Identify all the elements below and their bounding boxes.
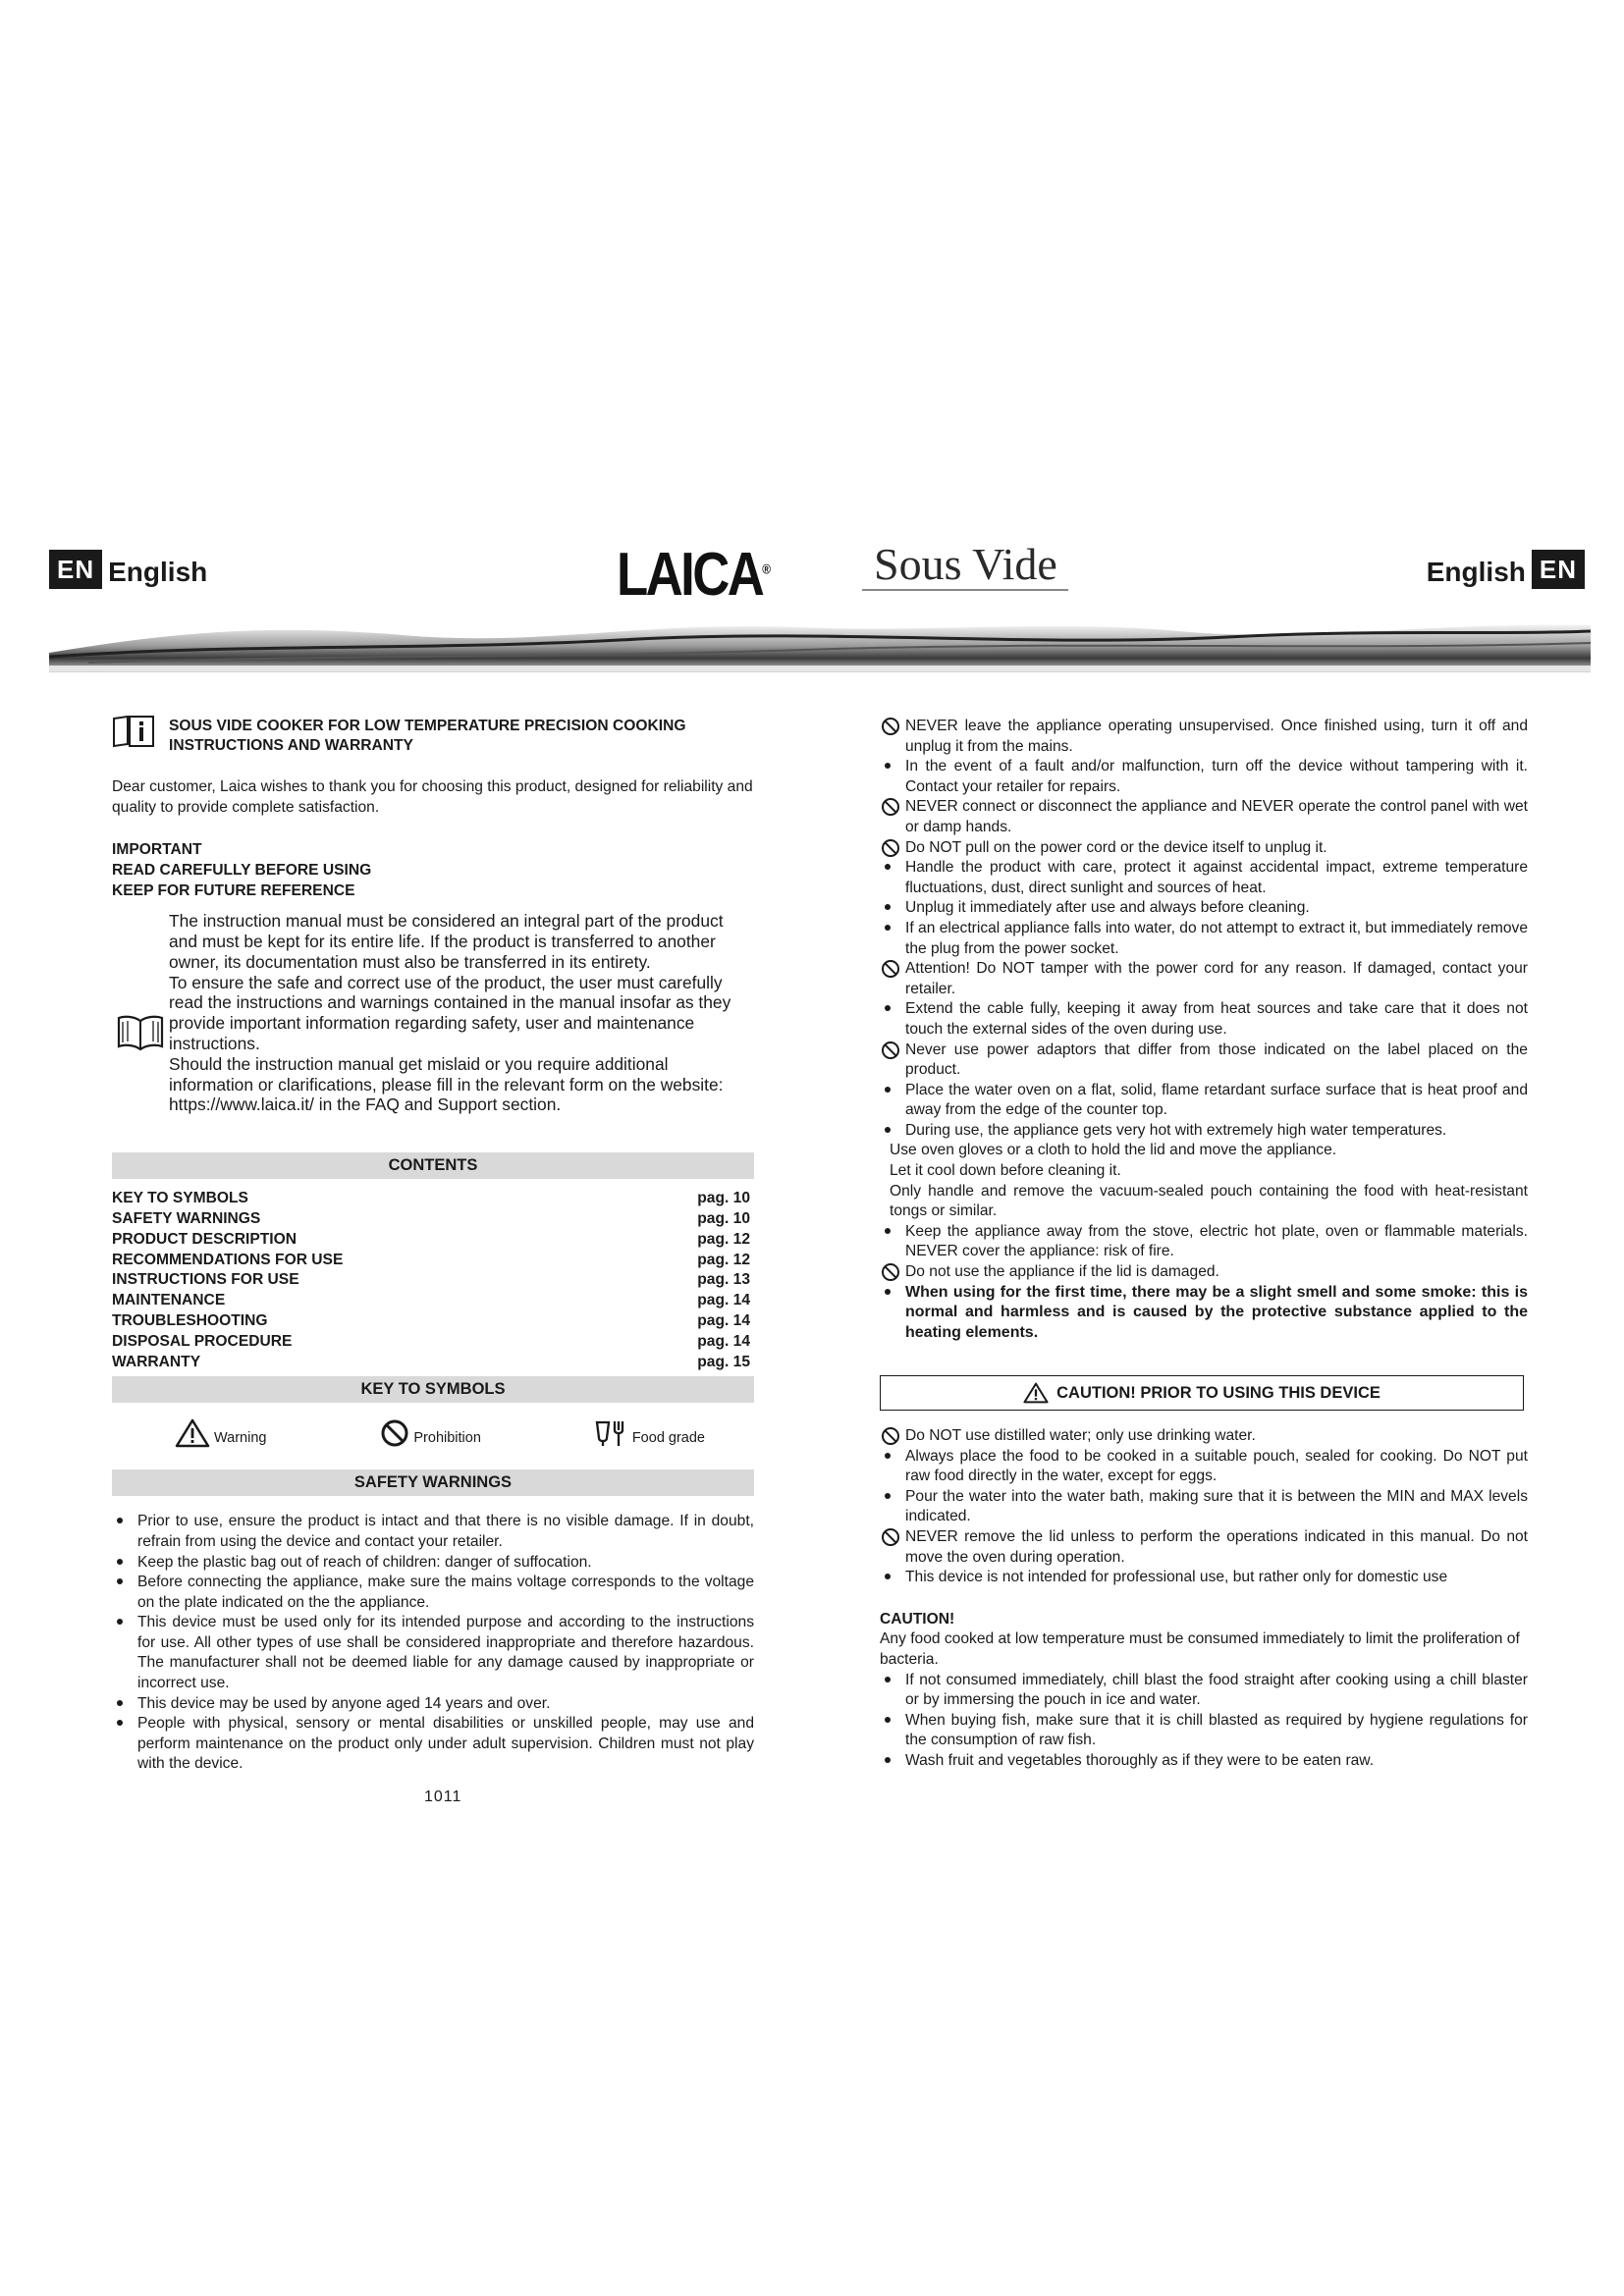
symbols-legend	[112, 1403, 754, 1462]
manual-paragraph: Should the instruction manual get mislaid or you require additional information or clarifications, please fill in the relevant form on the website: https://www.laica.it/ in the FAQ and Support section.	[169, 1053, 724, 1115]
title-line-1: SOUS VIDE COOKER FOR LOW TEMPERATURE PRECISION COOKING	[169, 718, 686, 734]
contents-heading: CONTENTS	[112, 1152, 754, 1179]
list-item: If an electrical appliance falls into water, do not attempt to extract it, but immediately remove the plug from the power socket.	[880, 919, 1528, 959]
warning-triangle-icon	[1023, 1382, 1049, 1404]
prohibition-icon	[882, 1427, 899, 1445]
language-code: EN	[49, 550, 102, 589]
list-item: Prior to use, ensure the product is intact and that there is no visible damage. If in doubt, refrain from using the device and contact your retailer.	[112, 1512, 754, 1552]
list-item: This device must be used only for its intended purpose and according to the instructions for use. All other types of use shall be considered inappropriate and therefore hazardous. The manufacturer shall not be deemed liable for any damage caused by inappropriate or incorrect use.	[112, 1613, 754, 1693]
right-column	[880, 717, 1528, 1772]
important-line: KEEP FOR FUTURE REFERENCE	[112, 882, 355, 900]
language-badge-left	[49, 550, 213, 589]
prohibition-icon	[882, 1528, 899, 1546]
list-item: When using for the first time, there may be a slight smell and some smoke: this is normal and harmless and is caused by the protective substance applied to the heating elements.	[880, 1283, 1528, 1344]
list-item: Extend the cable fully, keeping it away from heat sources and take care that it does not touch the external sides of the oven during use.	[880, 999, 1528, 1040]
symbol-food-grade	[595, 1418, 705, 1448]
toc-row[interactable]: PRODUCT DESCRIPTION pag. 12	[112, 1230, 750, 1248]
toc-row[interactable]: DISPOSAL PROCEDURE pag. 14	[112, 1332, 750, 1350]
list-item: Keep the plastic bag out of reach of children: danger of suffocation.	[112, 1553, 754, 1574]
safety-list-left	[112, 1512, 754, 1775]
water-splash-band	[49, 614, 1591, 672]
safety-list-right	[880, 717, 1528, 1344]
food-grade-icon	[595, 1418, 628, 1448]
caution-heading: CAUTION!	[880, 1610, 955, 1628]
prohibition-icon	[380, 1418, 409, 1448]
language-code: EN	[1532, 550, 1585, 589]
prohibition-icon	[882, 1041, 899, 1059]
symbol-prohibition-label: Prohibition	[413, 1429, 481, 1446]
language-badge-right	[1421, 550, 1585, 589]
caution-text: Any food cooked at low temperature must be consumed immediately to limit the proliferation of bacteria.	[880, 1630, 1520, 1668]
list-item: Let it cool down before cleaning it.	[890, 1162, 1121, 1180]
list-item: In the event of a fault and/or malfunction, turn off the device without tampering with it. Contact your retailer for repairs.	[880, 757, 1528, 797]
list-item: Attention! Do NOT tamper with the power cord for any reason. If damaged, contact your retailer.	[880, 959, 1528, 999]
toc-row[interactable]: TROUBLESHOOTING pag. 14	[112, 1311, 750, 1329]
list-item: NEVER connect or disconnect the appliance and NEVER operate the control panel with wet or damp hands.	[880, 797, 1528, 837]
list-item: Keep the appliance away from the stove, electric hot plate, oven or flammable materials. NEVER cover the appliance: risk of fire.	[880, 1222, 1528, 1262]
registered-mark: ®	[762, 561, 772, 577]
important-line: IMPORTANT	[112, 841, 202, 859]
info-manual-icon	[112, 715, 157, 748]
list-item: People with physical, sensory or mental disabilities or unskilled people, may use and perform maintenance on the product only under adult supervision. Children must not play with the device.	[112, 1714, 754, 1775]
title-line-2: INSTRUCTIONS AND WARRANTY	[169, 737, 413, 754]
list-item: Pour the water into the water bath, making sure that it is between the MIN and MAX levels indicated.	[880, 1487, 1528, 1527]
manual-paragraph: To ensure the safe and correct use of the product, the user must carefully read the instructions and warnings contained in the manual insofar as they provide important information regarding safety, user and maintenance instructions.	[169, 972, 731, 1053]
list-item: Never use power adaptors that differ from those indicated on the label placed on the product.	[880, 1041, 1528, 1081]
language-name: English	[1426, 557, 1526, 587]
toc-row[interactable]: INSTRUCTIONS FOR USE pag. 13	[112, 1271, 750, 1289]
toc-row[interactable]: SAFETY WARNINGS pag. 10	[112, 1209, 750, 1227]
list-item: Handle the product with care, protect it against accidental impact, extreme temperature fluctuations, dust, direct sunlight and sources of heat.	[880, 858, 1528, 898]
list-item: Use oven gloves or a cloth to hold the lid and move the appliance.	[890, 1142, 1337, 1159]
list-item: Unplug it immediately after use and always before cleaning.	[880, 898, 1528, 919]
prohibition-icon	[882, 798, 899, 816]
title-underline	[862, 589, 1068, 591]
list-item: When buying fish, make sure that it is chill blasted as required by hygiene regulations for the consumption of raw fish.	[880, 1711, 1528, 1751]
important-line: READ CAREFULLY BEFORE USING	[112, 862, 372, 880]
list-item: Only handle and remove the vacuum-sealed pouch containing the food with heat-resistant tongs or similar.	[890, 1182, 1528, 1220]
symbol-prohibition	[380, 1418, 481, 1448]
list-item: Wash fruit and vegetables thoroughly as if they were to be eaten raw.	[880, 1751, 1528, 1772]
list-item: This device is not intended for professional use, but rather only for domestic use	[880, 1568, 1528, 1588]
greeting-text: Dear customer, Laica wishes to thank you for choosing this product, designed for reliability and quality to provide complete satisfaction.	[112, 778, 753, 816]
brand-name: LAICA	[617, 541, 763, 609]
symbol-food-grade-label: Food grade	[631, 1429, 705, 1446]
list-item: NEVER leave the appliance operating unsupervised. Once finished using, turn it off and unplug it from the mains.	[880, 717, 1528, 757]
toc-row[interactable]: WARRANTY pag. 15	[112, 1353, 750, 1370]
important-notice	[112, 839, 754, 901]
brand-logo	[617, 540, 771, 610]
symbols-heading: KEY TO SYMBOLS	[112, 1376, 754, 1403]
left-column	[112, 717, 754, 1775]
list-item: Always place the food to be cooked in a suitable pouch, sealed for cooking. Do NOT put raw food directly in the water, except for eggs.	[880, 1447, 1528, 1487]
list-item: Place the water oven on a flat, solid, flame retardant surface surface that is heat proof and away from the edge of the counter top.	[880, 1081, 1528, 1121]
caution-prior-heading	[880, 1375, 1524, 1411]
list-item: If not consumed immediately, chill blast the food straight after cooking using a chill blaster or by immersing the pouch in ice and water.	[880, 1671, 1528, 1711]
table-of-contents	[112, 1189, 754, 1372]
safety-heading: SAFETY WARNINGS	[112, 1469, 754, 1496]
prohibition-icon	[882, 960, 899, 978]
document-title	[112, 717, 754, 756]
list-item: Do NOT pull on the power cord or the device itself to unplug it.	[880, 838, 1528, 859]
manual-text	[169, 911, 754, 1115]
prohibition-icon	[882, 839, 899, 857]
page-number: 1011	[424, 1789, 462, 1805]
prohibition-icon	[882, 718, 899, 735]
list-item: Do NOT use distilled water; only use drinking water.	[880, 1426, 1528, 1447]
manual-paragraph: The instruction manual must be considered an integral part of the product and must be kept for its entire life. If the product is transferred to another owner, its documentation must also be transferred in its entirety.	[169, 911, 724, 972]
list-item: Before connecting the appliance, make sure the mains voltage corresponds to the voltage on the plate indicated on the the appliance.	[112, 1573, 754, 1613]
product-title: Sous Vide	[874, 539, 1057, 589]
caution-list	[880, 1671, 1528, 1772]
warning-triangle-icon	[175, 1418, 210, 1448]
prohibition-icon	[882, 1263, 899, 1281]
list-item: During use, the appliance gets very hot with extremely high water temperatures.	[880, 1121, 1528, 1142]
symbol-warning-label: Warning	[214, 1429, 267, 1446]
symbol-warning	[175, 1418, 266, 1448]
list-item: This device may be used by anyone aged 14 years and over.	[112, 1694, 754, 1715]
caution-prior-list	[880, 1426, 1528, 1588]
toc-row[interactable]: MAINTENANCE pag. 14	[112, 1292, 750, 1309]
open-book-icon	[112, 1013, 169, 1052]
caution-prior-title: CAUTION! PRIOR TO USING THIS DEVICE	[1056, 1383, 1380, 1402]
toc-row[interactable]: RECOMMENDATIONS FOR USE pag. 12	[112, 1251, 750, 1268]
list-item: NEVER remove the lid unless to perform the operations indicated in this manual. Do not move the oven during operation.	[880, 1527, 1528, 1568]
list-item: Do not use the appliance if the lid is damaged.	[880, 1262, 1528, 1283]
manual-notice	[112, 911, 754, 1115]
toc-row[interactable]: KEY TO SYMBOLS pag. 10	[112, 1190, 750, 1207]
language-name: English	[108, 557, 208, 587]
